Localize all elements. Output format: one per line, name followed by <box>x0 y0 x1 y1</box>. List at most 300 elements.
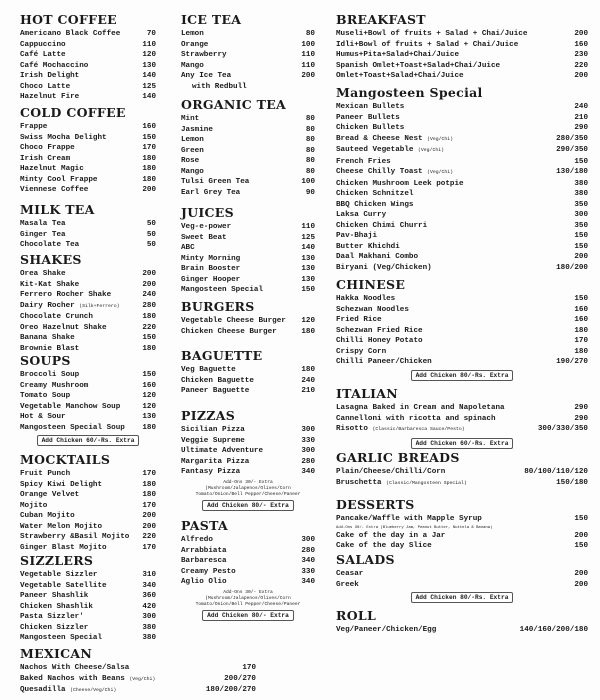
menu-item <box>181 425 315 436</box>
item-price: 80 <box>305 167 315 176</box>
item-price: 290 <box>574 404 588 412</box>
menu-item <box>20 143 156 154</box>
item-name: Schezwan Fried Rice <box>336 326 423 335</box>
item-name: Chilli Honey Potato <box>336 337 423 345</box>
item-price: 380 <box>142 634 156 642</box>
item-price: 160 <box>574 316 588 324</box>
menu-item <box>181 146 315 157</box>
menu-item <box>20 92 156 103</box>
menu-item <box>336 40 588 51</box>
menu-item <box>20 301 156 313</box>
item-price: 290 <box>574 414 588 423</box>
item-name: Orange <box>181 40 209 49</box>
item-price: 200 <box>574 30 588 38</box>
item-name-wrap <box>20 50 66 61</box>
item-name: Chicken Schnitzel <box>336 190 414 198</box>
item-price: 150 <box>574 542 588 550</box>
item-name-wrap <box>336 424 465 436</box>
menu-item <box>336 294 588 305</box>
item-name: Sweet Beat <box>181 233 227 242</box>
menu-item <box>336 200 588 211</box>
item-name: Ceasar <box>336 570 364 578</box>
item-name: Greek <box>336 580 359 589</box>
item-name-wrap <box>336 200 413 211</box>
menu-item <box>20 82 156 93</box>
item-name: Mangosteen Special Soup <box>20 423 125 432</box>
item-name-wrap <box>336 531 445 542</box>
item-price: 180/200/270 <box>205 686 256 694</box>
item-note: (Silk+Ferrero) <box>79 303 120 309</box>
menu-section <box>181 518 315 621</box>
item-name: Mexican Bullets <box>336 103 405 111</box>
item-name-wrap <box>336 50 459 61</box>
item-name: Cappuccino <box>20 40 66 49</box>
section-title: MILK TEA <box>20 202 95 217</box>
section-title: SALADS <box>336 552 395 567</box>
item-name: Veg-e-power <box>181 223 232 231</box>
item-name: Frappe <box>20 123 48 131</box>
section-title: SIZZLERS <box>20 553 94 568</box>
item-name-wrap <box>181 29 204 40</box>
menu-item <box>20 602 156 613</box>
section-title: BREAKFAST <box>336 12 426 27</box>
item-name: Plain/Cheese/Chilli/Corn <box>336 468 446 476</box>
item-name: Vegetable Satellite <box>20 581 107 590</box>
item-price: 380 <box>574 190 588 198</box>
item-price: 150/180 <box>556 478 588 487</box>
item-price: 150 <box>574 157 588 166</box>
addons-note <box>181 590 315 609</box>
menu-item <box>20 490 156 501</box>
item-price: 190/270 <box>556 358 588 366</box>
menu-item <box>20 323 156 334</box>
item-price: 170 <box>574 337 588 345</box>
add-chicken-extra-badge: Add Chicken 80/- Extra <box>202 610 294 621</box>
item-name: Quesadilla <box>20 686 66 694</box>
menu-item <box>20 612 156 623</box>
item-name-wrap <box>336 113 400 124</box>
item-name: Brain Booster <box>181 265 241 273</box>
item-name-wrap <box>20 175 97 186</box>
item-name: Any Ice Tea <box>181 72 232 80</box>
menu-item <box>181 114 315 125</box>
item-name: Mojito <box>20 501 48 510</box>
item-price: 90 <box>305 188 315 197</box>
item-name: Broccoli Soup <box>20 371 80 379</box>
section-title: GARLIC BREADS <box>336 450 460 465</box>
item-name: Chocolate Tea <box>20 241 80 249</box>
item-price: 140 <box>142 93 156 101</box>
item-price: 180 <box>142 154 156 163</box>
menu-item <box>181 222 315 233</box>
item-name-wrap <box>181 125 213 136</box>
item-name: Café Mochaccino <box>20 61 89 70</box>
item-name-wrap <box>20 185 88 196</box>
item-price: 150 <box>574 295 588 303</box>
menu-item <box>181 327 315 338</box>
add-chicken-extra-badge: Add Chicken 80/-Rs. Extra <box>411 370 514 381</box>
item-name-wrap <box>336 569 363 580</box>
menu-section <box>336 277 588 381</box>
item-name-wrap <box>336 134 453 146</box>
menu-item <box>20 391 156 402</box>
item-price: 380 <box>142 623 156 632</box>
section-title: HOT COFFEE <box>20 12 117 27</box>
menu-item <box>336 134 588 146</box>
item-name-wrap <box>20 122 47 133</box>
item-name: Chocolate Crunch <box>20 313 93 321</box>
menu-section <box>20 202 156 251</box>
menu-item <box>181 188 315 199</box>
item-name: Mangosteen Special <box>20 634 103 642</box>
item-subtitle: with Redbull <box>192 82 247 91</box>
menu-item <box>20 423 156 434</box>
menu-item <box>20 175 156 186</box>
item-name-wrap <box>336 189 413 200</box>
item-price: 130 <box>142 413 156 421</box>
item-price: 300/330/350 <box>537 425 588 433</box>
menu-section <box>336 386 588 449</box>
item-name-wrap <box>20 423 125 434</box>
item-name: Lemon <box>181 30 204 38</box>
item-price: 130 <box>301 265 315 273</box>
item-name: ABC <box>181 244 195 252</box>
menu-section <box>20 646 256 697</box>
menu-item <box>336 189 588 200</box>
item-name: Omlet+Toast+Salad+Chai/Juice <box>336 72 464 80</box>
item-name-wrap <box>336 478 467 490</box>
menu-item <box>20 501 156 512</box>
menu-item <box>20 623 156 634</box>
item-price: 300 <box>301 536 315 544</box>
item-name: Bruschetta <box>336 478 382 487</box>
menu-item <box>181 40 315 51</box>
menu-item <box>336 29 588 40</box>
item-price: 200 <box>142 270 156 278</box>
item-name-wrap <box>181 285 263 296</box>
item-name-wrap <box>20 612 84 623</box>
item-note: (Veg/Chi) <box>427 170 454 175</box>
item-name-wrap <box>181 275 240 286</box>
item-name: Strawberry <box>181 51 227 59</box>
item-name: Paneer Shashlik <box>20 592 89 600</box>
menu-item <box>181 254 315 265</box>
item-name-wrap <box>336 625 436 636</box>
item-price: 120 <box>142 402 156 411</box>
item-name-wrap <box>20 532 129 543</box>
item-name: Orange Velvet <box>20 491 80 499</box>
menu-item <box>181 567 315 578</box>
item-name-wrap <box>181 436 245 447</box>
item-name: French Fries <box>336 157 391 166</box>
item-price: 160 <box>142 381 156 390</box>
menu-item <box>336 315 588 326</box>
menu-item <box>20 290 156 301</box>
menu-item <box>181 50 315 61</box>
menu-item <box>181 577 315 588</box>
item-name: Ginger Tea <box>20 230 66 239</box>
menu-item <box>336 167 588 179</box>
item-name-wrap <box>181 567 236 578</box>
menu-item <box>336 347 588 358</box>
item-name: Fantasy Pizza <box>181 468 241 476</box>
menu-item <box>336 541 588 552</box>
item-price: 340 <box>301 557 315 565</box>
item-name-wrap <box>181 425 245 436</box>
add-chicken-extra-badge: Add Chicken 60/-Rs. Extra <box>37 435 140 446</box>
item-price: 300 <box>301 447 315 455</box>
item-name-wrap <box>20 480 102 491</box>
item-price: 125 <box>142 82 156 91</box>
menu-item <box>336 336 588 347</box>
item-name: Cuban Mojito <box>20 512 75 520</box>
item-price: 310 <box>142 571 156 579</box>
menu-item <box>20 532 156 543</box>
item-name-wrap <box>20 412 66 423</box>
menu-item <box>336 478 588 490</box>
item-name: Alfredo <box>181 536 213 544</box>
item-name: Irish Delight <box>20 72 80 80</box>
item-price: 110 <box>301 61 315 70</box>
item-name-wrap <box>20 490 79 501</box>
item-name-wrap <box>20 61 88 72</box>
menu-item <box>181 285 315 296</box>
item-price: 100 <box>301 178 315 186</box>
item-price: 80/100/110/120 <box>524 468 588 476</box>
section-title: MEXICAN <box>20 646 93 661</box>
menu-item <box>336 263 588 274</box>
item-name: Pasta Sizzler' <box>20 613 84 621</box>
menu-item <box>20 230 156 241</box>
item-name-wrap <box>181 114 199 125</box>
menu-item <box>20 511 156 522</box>
menu-item <box>336 467 588 478</box>
item-name-wrap <box>181 71 231 82</box>
item-price: 180 <box>574 326 588 335</box>
section-title: ITALIAN <box>336 386 399 401</box>
menu-item <box>181 275 315 286</box>
item-price: 110 <box>301 51 315 59</box>
item-name: Rose <box>181 157 200 165</box>
item-name: Vegetable Sizzler <box>20 571 98 579</box>
addons-note <box>181 480 315 499</box>
section-title: PASTA <box>181 518 229 533</box>
item-name: Irish Cream <box>20 154 71 163</box>
item-name-wrap <box>336 514 482 525</box>
item-price: 200 <box>301 72 315 80</box>
item-price: 160 <box>574 305 588 314</box>
item-price: 150 <box>142 334 156 342</box>
item-price: 180 <box>142 313 156 321</box>
menu-item <box>20 219 156 230</box>
item-note: (Veg/Chi) <box>129 676 156 682</box>
item-price: 240 <box>142 291 156 299</box>
item-name-wrap <box>20 591 88 602</box>
item-price: 80 <box>305 157 315 165</box>
item-name-wrap <box>181 316 286 327</box>
item-name-wrap <box>181 457 249 468</box>
item-note: (Cheese/Veg/Chi) <box>70 688 117 693</box>
menu-item <box>20 29 156 40</box>
item-name: Cake of the day in a Jar <box>336 531 446 540</box>
item-name-wrap <box>336 467 445 478</box>
item-price: 200 <box>574 72 588 80</box>
menu-item <box>336 531 588 542</box>
item-price: 240 <box>301 376 315 385</box>
addons-line: Tomato/Onion/Bell Pepper/Cheese/Paneer <box>195 491 301 497</box>
menu-item <box>181 29 315 40</box>
item-price: 380 <box>574 179 588 188</box>
item-price: 200 <box>142 522 156 531</box>
item-price: 240 <box>574 103 588 111</box>
item-price: 420 <box>142 602 156 611</box>
item-name-wrap <box>336 580 359 591</box>
menu-item <box>181 71 315 82</box>
item-price: 130/180 <box>556 168 588 176</box>
item-price: 350 <box>574 200 588 209</box>
item-name: Jasmine <box>181 125 213 134</box>
item-price: 110 <box>301 223 315 231</box>
item-name: Sauteed Vegetable <box>336 146 414 154</box>
item-price: 170 <box>242 664 256 672</box>
item-name-wrap <box>181 365 236 376</box>
menu-section <box>336 12 588 82</box>
section-title: Mangosteen Special <box>336 85 483 100</box>
menu-item <box>20 522 156 533</box>
item-name-wrap <box>20 143 75 154</box>
menu-item <box>336 252 588 263</box>
menu-item <box>336 326 588 337</box>
item-note: (Classic/Mangosteen Special) <box>386 480 467 486</box>
item-name-wrap <box>181 467 240 478</box>
menu-item <box>336 102 588 113</box>
item-price: 100 <box>301 40 315 49</box>
item-price: 300 <box>142 613 156 621</box>
item-name: Chicken Shashlik <box>20 602 93 611</box>
item-name: Hazelnut Magic <box>20 165 84 173</box>
item-name-wrap <box>181 546 227 557</box>
item-price: 50 <box>146 230 156 239</box>
menu-item <box>181 177 315 188</box>
item-price: 300 <box>301 426 315 434</box>
menu-item <box>181 446 315 457</box>
item-price: 200/270 <box>224 674 256 683</box>
menu-item <box>181 386 315 397</box>
menu-item <box>336 221 588 232</box>
menu-item <box>181 243 315 254</box>
item-name-wrap <box>181 254 240 265</box>
item-name-wrap <box>20 40 66 51</box>
item-name: Lasagna Baked in Cream and Napoletana <box>336 404 505 412</box>
item-name: Chicken Chimi Churri <box>336 221 428 230</box>
item-name: Paneer Bullets <box>336 113 400 122</box>
item-name: Daal Makhani Combo <box>336 253 419 261</box>
item-name: Chicken Baguette <box>181 376 254 385</box>
item-name: Ultimate Adventure <box>181 447 264 455</box>
item-name: Chicken Mushroom Leek potpie <box>336 179 464 188</box>
item-name-wrap <box>181 577 227 588</box>
menu-item <box>20 122 156 133</box>
item-name-wrap <box>20 469 70 480</box>
menu-item <box>336 357 588 368</box>
item-name: Ginger Blast Mojito <box>20 543 107 552</box>
item-name: Biryani (Veg/Chicken) <box>336 263 432 272</box>
item-name-wrap <box>336 252 418 263</box>
item-name-wrap <box>181 135 204 146</box>
menu-item <box>20 185 156 196</box>
menu-item <box>20 685 256 697</box>
item-name: BBQ Chicken Wings <box>336 200 414 209</box>
item-name-wrap <box>336 210 386 221</box>
menu-item <box>181 376 315 387</box>
item-name: Americano Black Coffee <box>20 30 121 38</box>
item-name-wrap <box>20 623 88 634</box>
item-name-wrap <box>20 280 79 291</box>
item-price: 200 <box>142 186 156 194</box>
item-name-wrap <box>336 305 409 316</box>
item-price: 70 <box>146 30 156 38</box>
item-name-wrap <box>20 501 47 512</box>
item-name-wrap <box>20 633 102 644</box>
menu-section <box>20 553 156 644</box>
item-name-wrap <box>20 570 97 581</box>
item-price: 200 <box>574 570 588 578</box>
item-name: Masala Tea <box>20 220 66 228</box>
item-name: Idli+Bowl of fruits + Salad + Chai/Juice <box>336 40 519 49</box>
menu-item <box>336 179 588 190</box>
menu-item <box>20 164 156 175</box>
item-name-wrap <box>336 145 444 157</box>
menu-section <box>181 205 315 296</box>
menu-section <box>336 608 588 636</box>
item-name-wrap <box>20 522 102 533</box>
item-price: 200 <box>574 253 588 261</box>
item-price: 200 <box>142 512 156 520</box>
item-price: 210 <box>301 387 315 395</box>
item-name: Pav-Bhaji <box>336 232 378 240</box>
item-name-wrap <box>20 230 66 241</box>
menu-item <box>20 581 156 592</box>
item-name-wrap <box>20 71 79 82</box>
item-price: 160 <box>574 40 588 49</box>
section-title: CHINESE <box>336 277 406 292</box>
item-name-wrap <box>20 674 155 686</box>
item-price: 220 <box>142 323 156 332</box>
item-name-wrap <box>181 386 249 397</box>
menu-section <box>181 12 315 92</box>
menu-item <box>20 50 156 61</box>
item-name: Pancake/Waffle with Mapple Syrup <box>336 515 482 523</box>
item-name: Risotto <box>336 425 368 433</box>
menu-item <box>20 370 156 381</box>
item-name: Chicken Sizzler <box>20 623 89 632</box>
section-title: MOCKTAILS <box>20 452 111 467</box>
item-name-wrap <box>181 243 195 254</box>
item-price: 280 <box>301 546 315 555</box>
item-name-wrap <box>336 336 423 347</box>
item-price: 130 <box>301 254 315 263</box>
addons-line: Add-Ons 30/- Extra <box>223 479 273 485</box>
section-title: JUICES <box>181 205 234 220</box>
menu-item <box>20 480 156 491</box>
item-name: Veggie Supreme <box>181 436 245 445</box>
item-name: Brownie Blast <box>20 344 80 353</box>
item-note: (Veg/Chi) <box>418 148 444 153</box>
item-name: Creamy Pesto <box>181 567 236 576</box>
item-price: 180 <box>301 327 315 336</box>
menu-section <box>336 450 588 489</box>
item-name-wrap <box>20 333 75 344</box>
